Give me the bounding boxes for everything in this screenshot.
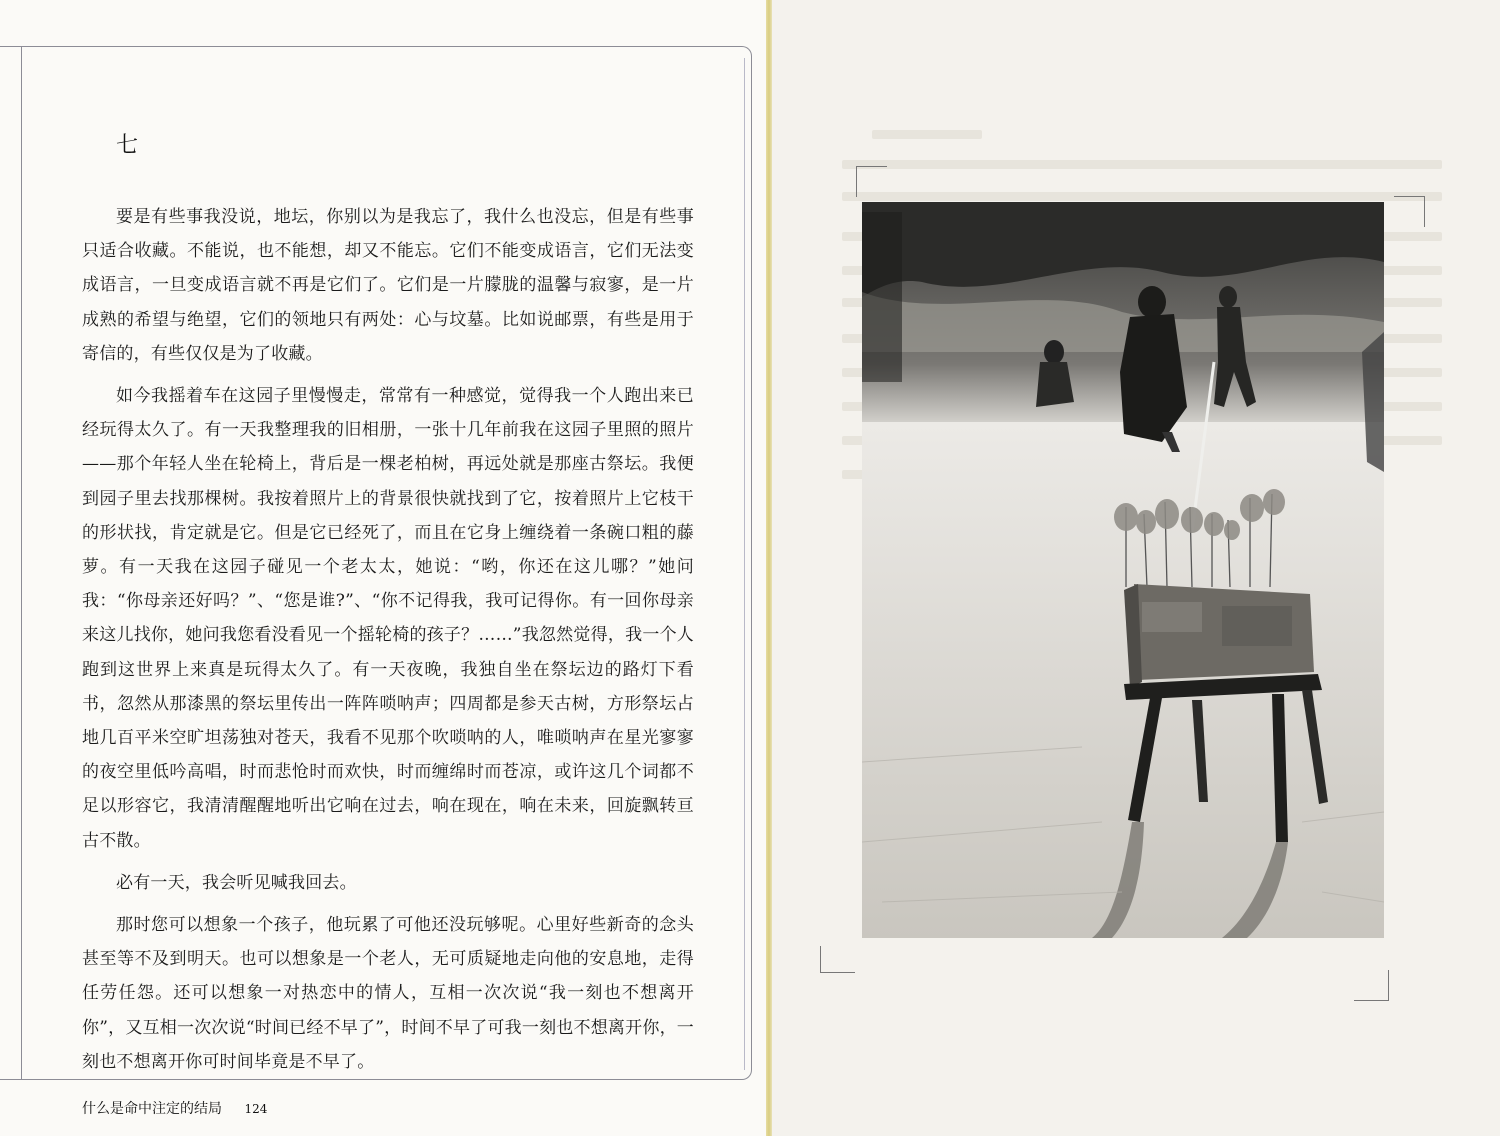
book-title: 什么是命中注定的结局 xyxy=(82,1101,222,1117)
paragraph-3: 必有一天，我会听见喊我回去。 xyxy=(116,872,357,893)
page-footer xyxy=(82,1098,267,1118)
body-text xyxy=(82,200,694,1087)
crop-mark xyxy=(820,946,855,973)
paragraph-1: 要是有些事我没说，地坛，你别以为是我忘了，我什么也没忘，但是有些事只适合收藏。不能说，也不能想，却又不能忘。它们不能变成语言，它们无法变成语言，一旦变成语言就不再是它们了。它们是一片朦胧的温馨与寂寥，是一片成熟的希望与绝望，它们的领地只有两处：心与坟墓。比如说邮票，有些是用于寄信的，有些仅仅是为了收藏。 xyxy=(82,207,694,364)
show-through-text xyxy=(842,192,1442,201)
page-frame-margin xyxy=(0,46,22,1080)
crop-mark xyxy=(856,166,887,197)
chapter-number: 七 xyxy=(116,133,141,158)
crop-mark xyxy=(1354,970,1389,1001)
show-through-text xyxy=(872,130,982,139)
paragraph-4: 那时您可以想象一个孩子，他玩累了可他还没玩够呢。心里好些新奇的念头甚至等不及到明天。也可以想象是一个老人，无可质疑地走向他的安息地，走得任劳任怨。还可以想象一对热恋中的情人，互相一次次说“我一刻也不想离开你”，又互相一次次说“时间已经不早了”，时间不早了可我一刻也不想离开你，一刻也不想离开你可时间毕竟是不早了。 xyxy=(82,915,694,1072)
frame-inner-rule xyxy=(744,58,745,1070)
candy-figures-vendor-photo xyxy=(862,202,1384,938)
paragraph-2: 如今我摇着车在这园子里慢慢走，常常有一种感觉，觉得我一个人跑出来已经玩得太久了。有一天我整理我的旧相册，一张十几年前我在这园子里照的照片——那个年轻人坐在轮椅上，背后是一棵老柏树，再远处就是那座古祭坛。我便到园子里去找那棵树。我按着照片上的背景很快就找到了它，按着照片上它枝干的形状找，肯定就是它。但是它已经死了，而且在它身上缠绕着一条碗口粗的藤萝。有一天我在这园子碰见一个老太太，她说：“哟，你还在这儿哪？”她问我：“你母亲还好吗？”、“您是谁?”、“你不记得我，我可记得你。有一回你母亲来这儿找你，她问我您看没看见一个摇轮椅的孩子？……”我忽然觉得，我一个人跑到这世界上来真是玩得太久了。有一天夜晚，我独自坐在祭坛边的路灯下看书，忽然从那漆黑的祭坛里传出一阵阵唢呐声；四周都是参天古树，方形祭坛占地几百平米空旷坦荡独对苍天，我看不见那个吹唢呐的人，唯唢呐声在星光寥寥的夜空里低吟高唱，时而悲怆时而欢快，时而缠绵时而苍凉，或许这几个词都不足以形容它，我清清醒醒地听出它响在过去，响在现在，响在未来，回旋飘转亘古不散。 xyxy=(82,386,694,851)
show-through-text xyxy=(842,160,1442,169)
crop-mark xyxy=(1394,196,1425,227)
page-number: 124 xyxy=(244,1102,268,1116)
